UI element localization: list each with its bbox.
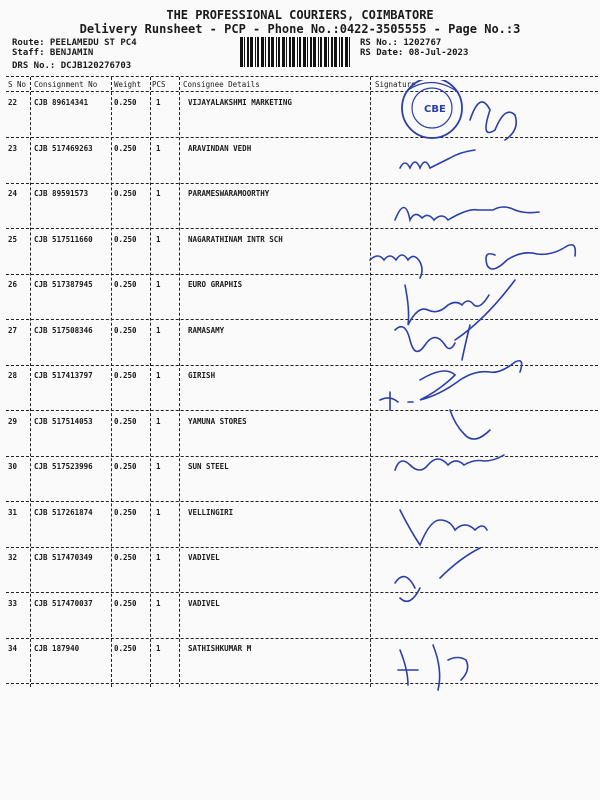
row-consignment-no: CJB 517261874 — [34, 507, 93, 517]
row-consignee: NAGARATHINAM INTR SCH — [188, 234, 283, 244]
row-weight: 0.250 — [114, 644, 137, 653]
col-header-weight: Weight — [114, 80, 142, 89]
barcode-bar — [313, 37, 316, 67]
barcode-bar — [307, 37, 308, 67]
row-divider — [6, 319, 598, 320]
barcode-bar — [282, 37, 285, 67]
row-divider — [6, 638, 598, 639]
barcode-bar — [299, 37, 301, 67]
barcode-bar — [303, 37, 306, 67]
rs-number: RS No.: 1202767 — [360, 38, 442, 48]
row-divider — [6, 501, 598, 502]
row-divider — [6, 365, 598, 366]
row-serial-no: 26 — [8, 280, 18, 289]
col-header-signature: Signature — [375, 80, 416, 89]
row-consignee: RAMASAMY — [188, 325, 225, 335]
row-pcs: 1 — [156, 280, 161, 289]
row-serial-no: 25 — [8, 234, 18, 244]
row-pcs: 1 — [156, 371, 161, 380]
row-weight: 0.250 — [114, 416, 137, 426]
table-top-rule — [6, 76, 598, 77]
row-consignment-no: CJB 517508346 — [34, 325, 93, 335]
row-serial-no: 30 — [8, 462, 18, 471]
barcode-bar — [250, 37, 253, 67]
row-consignee: VIJAYALAKSHMI MARKETING — [188, 98, 292, 107]
row-weight: 0.250 — [114, 143, 137, 153]
barcode-bar — [318, 37, 319, 67]
row-serial-no: 29 — [8, 416, 18, 426]
row-divider — [6, 228, 598, 229]
barcode-bar — [271, 37, 274, 67]
barcode-bar — [257, 37, 259, 67]
barcode-bar — [265, 37, 266, 67]
svg-text:CBE: CBE — [424, 104, 446, 115]
company-title: THE PROFESSIONAL COURIERS, COIMBATORE — [166, 8, 434, 22]
table-head-rule — [6, 91, 598, 92]
row-pcs: 1 — [156, 553, 161, 562]
row-consignment-no: CJB 517470349 — [34, 553, 93, 562]
row-consignment-no: CJB 517470037 — [34, 598, 93, 608]
route-label: Route: PEELAMEDU ST PC4 — [12, 38, 137, 48]
row-pcs: 1 — [156, 644, 161, 653]
row-consignee: VELLINGIRI — [188, 507, 234, 517]
barcode-bar — [289, 37, 291, 67]
signature-scribbles — [360, 80, 600, 700]
row-weight: 0.250 — [114, 98, 137, 107]
row-divider — [6, 456, 598, 457]
col-divider — [150, 77, 151, 687]
barcode-bar — [255, 37, 256, 67]
row-consignee: SATHISHKUMAR M — [188, 644, 252, 653]
row-weight: 0.250 — [114, 189, 137, 198]
barcode — [240, 37, 350, 67]
row-consignee: GIRISH — [188, 371, 216, 380]
row-divider — [6, 274, 598, 275]
row-consignee: VADIVEL — [188, 598, 220, 608]
staff-label: Staff: BENJAMIN — [12, 48, 94, 58]
row-consignment-no: CJB 89614341 — [34, 98, 89, 107]
row-divider — [6, 183, 598, 184]
row-consignment-no: CJB 517511660 — [34, 234, 93, 244]
col-divider — [111, 77, 112, 687]
barcode-bar — [349, 37, 350, 67]
row-divider — [6, 410, 598, 411]
rs-date: RS Date: 08-Jul-2023 — [360, 48, 469, 58]
row-consignment-no: CJB 517413797 — [34, 371, 93, 380]
row-weight: 0.250 — [114, 553, 137, 562]
row-pcs: 1 — [156, 598, 161, 608]
row-consignment-no: CJB 517387945 — [34, 280, 93, 289]
row-consignee: SUN STEEL — [188, 462, 229, 471]
col-header-sno: S No — [8, 80, 27, 89]
col-header-consignment: Consignment No — [34, 80, 98, 89]
drs-number: DRS No.: DCJB120276703 — [12, 61, 132, 71]
barcode-bar — [286, 37, 287, 67]
row-consignee: YAMUNA STORES — [188, 416, 247, 426]
row-weight: 0.250 — [114, 234, 137, 244]
col-divider — [179, 77, 180, 687]
row-weight: 0.250 — [114, 280, 137, 289]
barcode-bar — [320, 37, 322, 67]
row-divider — [6, 683, 598, 684]
barcode-bar — [310, 37, 312, 67]
row-pcs: 1 — [156, 507, 161, 517]
barcode-bar — [345, 37, 348, 67]
row-pcs: 1 — [156, 325, 161, 335]
row-serial-no: 28 — [8, 371, 18, 380]
row-weight: 0.250 — [114, 598, 137, 608]
row-serial-no: 33 — [8, 598, 18, 608]
row-serial-no: 22 — [8, 98, 18, 107]
barcode-bar — [297, 37, 298, 67]
barcode-bar — [341, 37, 343, 67]
col-header-consignee: Consignee Details — [183, 80, 260, 89]
row-consignment-no: CJB 187940 — [34, 644, 80, 653]
row-pcs: 1 — [156, 462, 161, 471]
row-consignee: EURO GRAPHIS — [188, 280, 243, 289]
row-consignee: VADIVEL — [188, 553, 220, 562]
barcode-bar — [247, 37, 249, 67]
row-serial-no: 23 — [8, 143, 18, 153]
barcode-bar — [244, 37, 245, 67]
row-consignment-no: CJB 517514053 — [34, 416, 93, 426]
row-pcs: 1 — [156, 98, 161, 107]
row-serial-no: 27 — [8, 325, 18, 335]
row-consignment-no: CJB 517469263 — [34, 143, 93, 153]
barcode-bar — [324, 37, 327, 67]
barcode-bar — [328, 37, 329, 67]
barcode-bar — [331, 37, 333, 67]
barcode-bar — [278, 37, 280, 67]
row-consignment-no: CJB 89591573 — [34, 189, 89, 198]
barcode-bar — [276, 37, 277, 67]
col-header-pcs: PCS — [152, 80, 166, 89]
row-divider — [6, 547, 598, 548]
barcode-bar — [261, 37, 264, 67]
barcode-bar — [268, 37, 270, 67]
barcode-bar — [240, 37, 243, 67]
row-weight: 0.250 — [114, 507, 137, 517]
row-serial-no: 31 — [8, 507, 18, 517]
row-weight: 0.250 — [114, 371, 137, 380]
row-divider — [6, 137, 598, 138]
col-divider — [30, 77, 31, 687]
row-serial-no: 32 — [8, 553, 18, 562]
runsheet-title: Delivery Runsheet - PCP - Phone No.:0422-3505555 - Page No.:3 — [79, 22, 521, 36]
row-weight: 0.250 — [114, 462, 137, 471]
barcode-bar — [334, 37, 337, 67]
row-pcs: 1 — [156, 416, 161, 426]
barcode-bar — [292, 37, 295, 67]
row-pcs: 1 — [156, 143, 161, 153]
row-pcs: 1 — [156, 189, 161, 198]
barcode-bar — [339, 37, 340, 67]
row-serial-no: 34 — [8, 644, 18, 653]
row-weight: 0.250 — [114, 325, 137, 335]
row-serial-no: 24 — [8, 189, 18, 198]
row-divider — [6, 592, 598, 593]
row-consignment-no: CJB 517523996 — [34, 462, 93, 471]
row-consignee: PARAMESWARAMOORTHY — [188, 189, 270, 198]
row-pcs: 1 — [156, 234, 161, 244]
row-consignee: ARAVINDAN VEDH — [188, 143, 252, 153]
col-divider — [370, 77, 371, 687]
